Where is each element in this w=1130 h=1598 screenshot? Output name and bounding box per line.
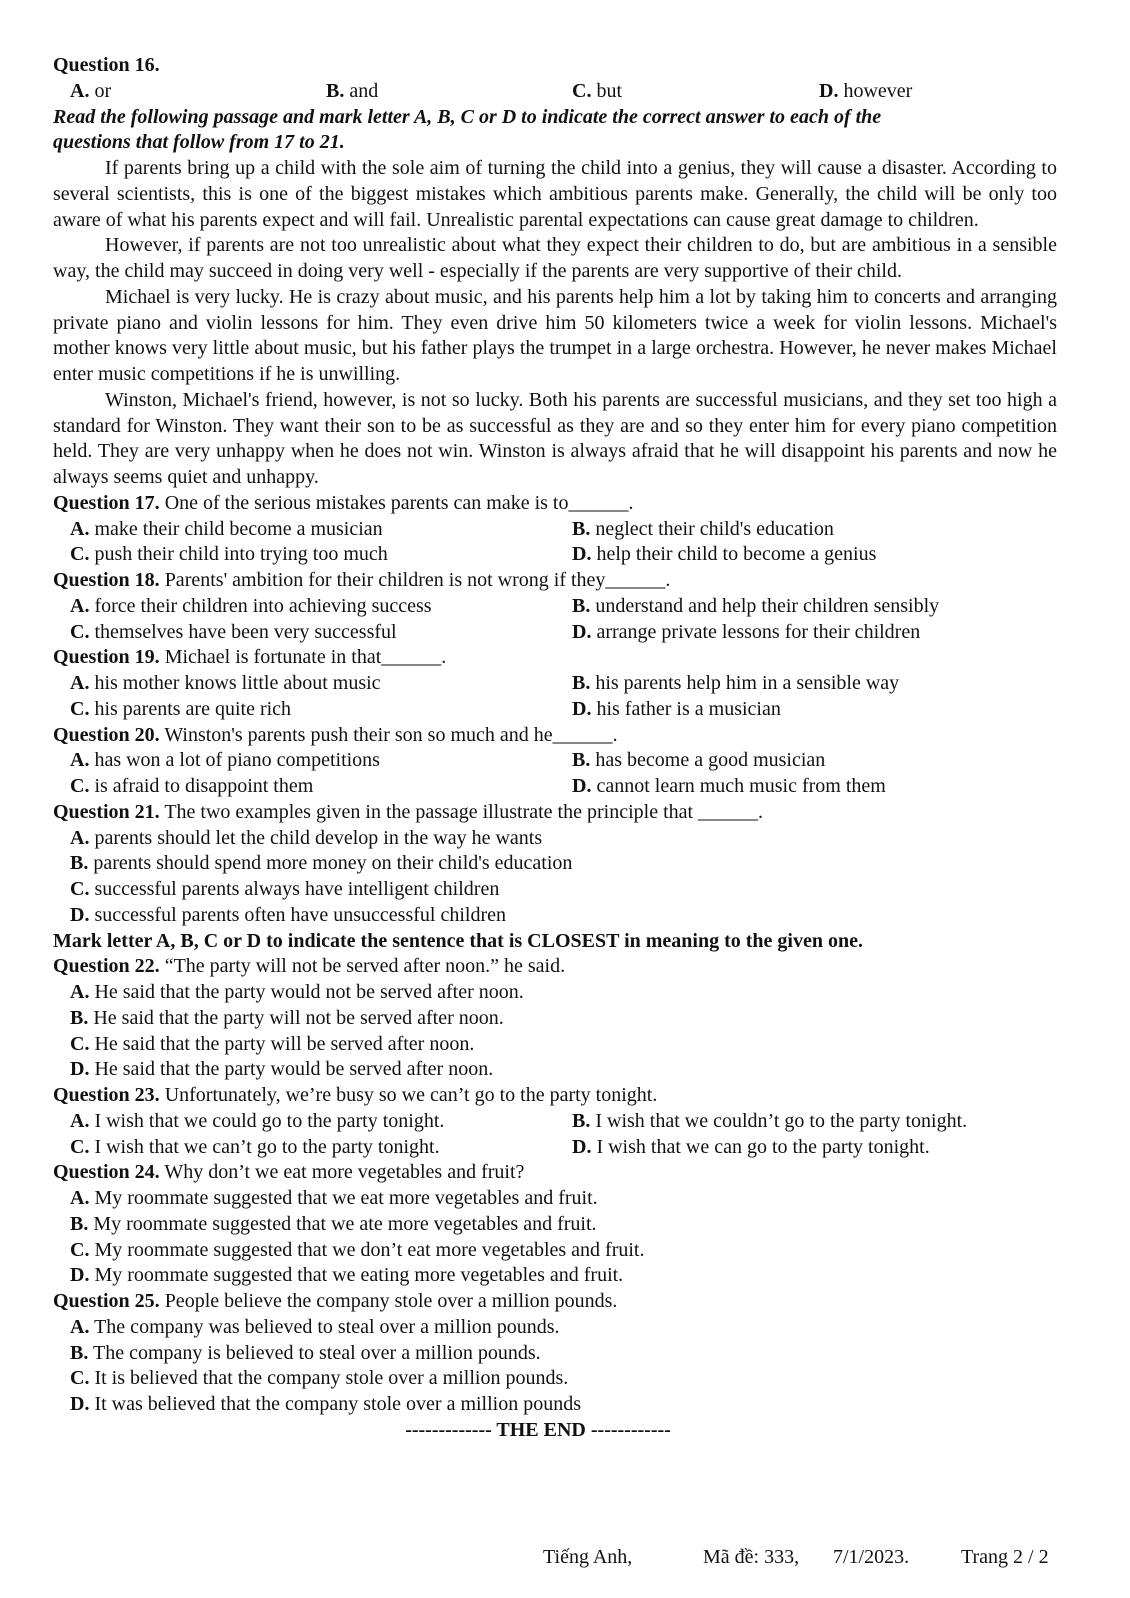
q17-option-b: B. neglect their child's education xyxy=(572,517,834,540)
footer-date: 7/1/2023. xyxy=(833,1546,910,1568)
q21-stem: Question 21. The two examples given in the passage illustrate the principle that ______. xyxy=(53,800,764,823)
q17-stem: Question 17. One of the serious mistakes parents can make is to______. xyxy=(53,491,634,514)
q25-option-b: B. The company is believed to steal over a million pounds. xyxy=(70,1341,541,1364)
q23-option-b: B. I wish that we couldn’t go to the party tonight. xyxy=(572,1109,968,1132)
the-end-marker: ------------- THE END ------------ xyxy=(405,1418,671,1441)
q17-option-c: C. push their child into trying too much xyxy=(70,543,388,566)
q21-option-d: D. successful parents often have unsuccessful children xyxy=(70,903,506,926)
exam-page xyxy=(53,53,1057,1444)
q20-option-c: C. is afraid to disappoint them xyxy=(70,775,314,797)
q16-option-d: D. however xyxy=(819,79,913,102)
q21-option-b: B. parents should spend more money on their child's education xyxy=(70,852,573,875)
q18-stem: Question 18. Parents' ambition for their children is not wrong if they______. xyxy=(53,569,671,591)
q22-option-b: B. He said that the party will not be served after noon. xyxy=(70,1006,504,1029)
q19-stem: Question 19. Michael is fortunate in that______. xyxy=(53,646,447,669)
closest-instruction: Mark letter A, B, C or D to indicate the sentence that is CLOSEST in meaning to the given one. xyxy=(53,929,863,952)
q18-option-b: B. understand and help their children sensibly xyxy=(572,594,940,617)
q16-options xyxy=(53,79,1057,105)
passage-paragraph-1: If parents bring up a child with the sole aim of turning the child into a genius, they will cause a disaster. According to several scientists, this is one of the biggest mistakes which ambitious parents make. Generally, the child will be only too aware of what his parents expect and will fail. Unrealistic parental expectations can cause great damage to children. xyxy=(53,157,1057,231)
q20-option-b: B. has become a good musician xyxy=(572,749,826,772)
reading-instruction-line-1: Read the following passage and mark letter A, B, C or D to indicate the correct answer to each of the xyxy=(53,105,882,128)
q16-option-a: A. or xyxy=(70,79,112,102)
q21-option-c: C. successful parents always have intelligent children xyxy=(70,878,500,900)
q18-option-c: C. themselves have been very successful xyxy=(70,620,397,643)
q16-option-c: C. but xyxy=(572,79,623,102)
footer-subject: Tiếng Anh, xyxy=(543,1546,633,1568)
q25-option-c: C. It is believed that the company stole over a million pounds. xyxy=(70,1367,569,1390)
q19-option-d: D. his father is a musician xyxy=(572,697,781,720)
q16-option-b: B. and xyxy=(326,79,379,102)
q17-option-a: A. make their child become a musician xyxy=(70,517,383,540)
q18-option-a: A. force their children into achieving success xyxy=(70,594,432,617)
passage-paragraph-3: Michael is very lucky. He is crazy about music, and his parents help him a lot by taking him to concerts and arranging private piano and violin lessons for him. They even drive him 50 kilometers twice a week for violin lessons. Michael's mother knows very little about music, but his father plays the trumpet in a large orchestra. However, he never makes Michael enter music competitions if he is unwilling. xyxy=(53,285,1057,385)
q18-option-d: D. arrange private lessons for their children xyxy=(572,620,921,643)
reading-instruction-line-2: questions that follow from 17 to 21. xyxy=(53,131,345,154)
q24-option-d: D. My roommate suggested that we eating more vegetables and fruit. xyxy=(70,1264,624,1287)
q22-option-d: D. He said that the party would be served after noon. xyxy=(70,1058,494,1081)
q20-stem: Question 20. Winston's parents push their son so much and he______. xyxy=(53,723,618,746)
q24-option-b: B. My roommate suggested that we ate more vegetables and fruit. xyxy=(70,1212,597,1235)
q24-stem: Question 24. Why don’t we eat more vegetables and fruit? xyxy=(53,1161,525,1184)
q20-option-a: A. has won a lot of piano competitions xyxy=(70,749,380,772)
q23-stem: Question 23. Unfortunately, we’re busy so we can’t go to the party tonight. xyxy=(53,1084,658,1106)
q17-option-d: D. help their child to become a genius xyxy=(572,543,877,566)
q25-option-a: A. The company was believed to steal over a million pounds. xyxy=(70,1315,560,1338)
q19-option-a: A. his mother knows little about music xyxy=(70,672,381,694)
q23-option-a: A. I wish that we could go to the party tonight. xyxy=(70,1109,445,1132)
footer-exam-code: Mã đề: 333, xyxy=(703,1546,800,1568)
reading-passage xyxy=(53,156,1057,491)
q22-option-a: A. He said that the party would not be served after noon. xyxy=(70,981,524,1003)
q23-option-c: C. I wish that we can’t go to the party tonight. xyxy=(70,1135,440,1158)
q23-option-d: D. I wish that we can go to the party tonight. xyxy=(572,1135,930,1158)
q22-stem: Question 22. “The party will not be served after noon.” he said. xyxy=(53,955,566,978)
footer-page-number: Trang 2 / 2 xyxy=(961,1546,1049,1568)
q25-stem: Question 25. People believe the company stole over a million pounds. xyxy=(53,1290,618,1312)
q16-label: Question 16. xyxy=(53,54,160,76)
passage-paragraph-4: Winston, Michael's friend, however, is not so lucky. Both his parents are successful musicians, and they set too high a standard for Winston. They want their son to be as successful as they are and so they enter him for every piano competition held. They are very unhappy when he does not win. Winston is always afraid that he will disappoint his parents and now he always seems quiet and unhappy. xyxy=(53,388,1057,488)
q24-option-a: A. My roommate suggested that we eat more vegetables and fruit. xyxy=(70,1187,598,1209)
q19-option-c: C. his parents are quite rich xyxy=(70,697,292,720)
q19-option-b: B. his parents help him in a sensible way xyxy=(572,672,900,694)
q21-option-a: A. parents should let the child develop in the way he wants xyxy=(70,826,543,849)
q25-option-d: D. It was believed that the company stole over a million pounds xyxy=(70,1393,582,1415)
passage-paragraph-2: However, if parents are not too unrealistic about what they expect their children to do, but are ambitious in a sensible way, the child may succeed in doing very well - especially if the parents are very supportive of their child. xyxy=(53,234,1057,282)
q20-option-d: D. cannot learn much music from them xyxy=(572,775,886,797)
q24-option-c: C. My roommate suggested that we don’t eat more vegetables and fruit. xyxy=(70,1238,645,1261)
q22-option-c: C. He said that the party will be served after noon. xyxy=(70,1032,475,1055)
